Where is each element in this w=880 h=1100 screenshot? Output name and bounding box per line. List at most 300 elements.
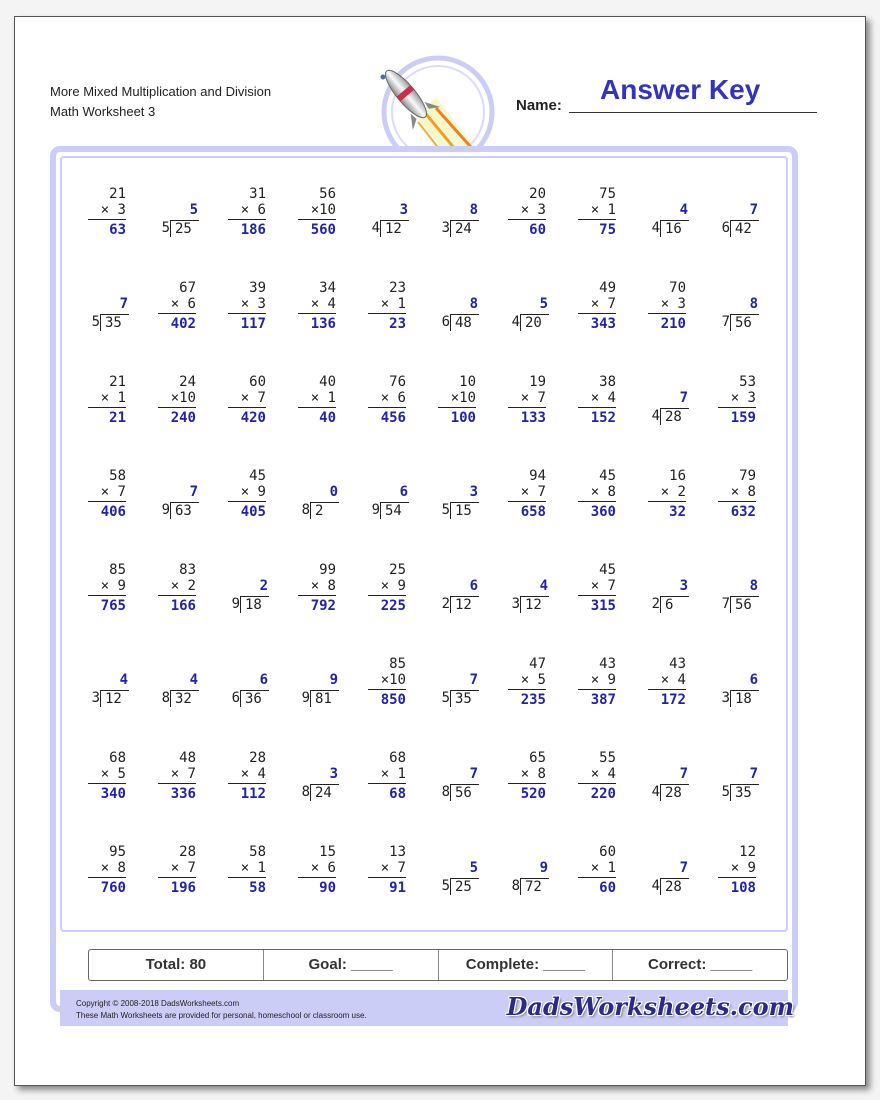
divisor: 3 [511,596,520,612]
multiplicand: 68 [109,750,126,766]
divisor: 7 [721,596,730,612]
dividend: 12 [100,690,129,707]
multiplier: × 7 [380,860,406,876]
multiplication-problem [560,368,630,462]
multiplicand: 79 [739,468,756,484]
multiplier: × 3 [240,296,266,312]
dividend: 12 [380,220,409,237]
multiplier: × 7 [170,860,196,876]
multiplication-problem [210,180,280,274]
multiplier: × 9 [590,672,616,688]
long-division [636,390,698,430]
divisor: 8 [161,690,170,706]
answer: 91 [389,880,406,896]
answer-line [228,501,266,502]
multiplication-stack [512,468,546,520]
multiplication-problem [140,556,210,650]
quotient-answer: 5 [539,296,548,312]
answer: 75 [599,222,616,238]
division-problem [700,274,770,368]
answer-line [508,501,546,502]
answer-line [718,877,756,878]
division-problem [700,650,770,744]
answer-line [158,313,196,314]
answer-line [508,219,546,220]
long-division [356,484,418,524]
multiplication-problem [350,838,420,932]
multiplicand: 58 [109,468,126,484]
long-division [216,578,278,618]
multiplicand: 45 [249,468,266,484]
multiplication-stack [162,844,196,896]
multiplicand: 70 [669,280,686,296]
multiplication-stack [372,844,406,896]
answer: 108 [730,880,756,896]
dividend: 12 [450,596,479,613]
answer-line [578,313,616,314]
answer-line [368,783,406,784]
multiplier: × 4 [310,296,336,312]
multiplicand: 68 [389,750,406,766]
multiplicand: 10 [459,374,476,390]
multiplication-stack [582,186,616,238]
division-problem [70,274,140,368]
multiplication-problem [350,744,420,838]
multiplication-stack [92,844,126,896]
dividend: 6 [660,596,689,613]
multiplication-problem [420,368,490,462]
long-division [286,672,348,712]
dividend: 15 [450,502,479,519]
long-division [146,202,208,242]
answer-line [88,877,126,878]
answer: 32 [669,504,686,520]
multiplier: × 8 [520,766,546,782]
multiplier: × 7 [100,484,126,500]
dividend: 56 [450,784,479,801]
multiplication-stack [582,280,616,332]
answer-line [578,595,616,596]
multiplier: × 1 [100,390,126,406]
dividend: 48 [450,314,479,331]
long-division [356,202,418,242]
answer: 456 [380,410,406,426]
quotient-answer: 4 [119,672,128,688]
long-division [636,766,698,806]
dividend: 25 [450,878,479,895]
answer-line [88,501,126,502]
multiplication-problem [490,650,560,744]
quotient-answer: 6 [259,672,268,688]
quotient-answer: 7 [679,766,688,782]
quotient-answer: 3 [329,766,338,782]
multiplication-stack [512,186,546,238]
multiplication-stack [652,468,686,520]
multiplication-stack [162,562,196,614]
division-problem [630,744,700,838]
answer-line [298,219,336,220]
division-problem [630,838,700,932]
multiplicand: 39 [249,280,266,296]
quotient-answer: 8 [469,296,478,312]
multiplication-stack [582,468,616,520]
dividend: 63 [170,502,199,519]
answer-line [368,689,406,690]
multiplicand: 13 [389,844,406,860]
multiplication-problem [350,650,420,744]
answer-line [648,689,686,690]
multiplier: ×10 [380,672,406,688]
multiplier: × 4 [590,766,616,782]
divisor: 9 [371,502,380,518]
multiplicand: 94 [529,468,546,484]
quotient-answer: 7 [679,860,688,876]
long-division [426,202,488,242]
dividend: 18 [240,596,269,613]
multiplication-stack [582,374,616,426]
answer: 58 [249,880,266,896]
answer-line [578,501,616,502]
quotient-answer: 9 [329,672,338,688]
multiplication-problem [280,838,350,932]
answer-line [158,877,196,878]
answer-line [508,407,546,408]
answer: 63 [109,222,126,238]
divisor: 5 [721,784,730,800]
multiplicand: 19 [529,374,546,390]
multiplier: × 6 [170,296,196,312]
correct-cell[interactable]: Correct: _____ [648,956,753,973]
answer-line [88,407,126,408]
long-division [216,672,278,712]
multiplier: × 5 [100,766,126,782]
quotient-answer: 4 [539,578,548,594]
multiplier: × 4 [240,766,266,782]
multiplicand: 48 [179,750,196,766]
divisor: 5 [91,314,100,330]
multiplicand: 49 [599,280,616,296]
dividend: 28 [660,784,689,801]
multiplication-problem [280,368,350,462]
answer: 60 [529,222,546,238]
quotient-answer: 2 [259,578,268,594]
problem-grid [70,180,770,932]
multiplier: × 3 [660,296,686,312]
answer: 166 [170,598,196,614]
multiplier: ×10 [450,390,476,406]
division-problem [700,180,770,274]
multiplier: ×10 [170,390,196,406]
dividend: 72 [520,878,549,895]
dividend: 20 [520,314,549,331]
division-problem [140,180,210,274]
division-problem [420,838,490,932]
division-problem [350,462,420,556]
divisor: 5 [441,690,450,706]
answer-line [368,877,406,878]
quotient-answer: 4 [189,672,198,688]
multiplication-problem [630,274,700,368]
multiplication-stack [162,280,196,332]
multiplier: × 3 [100,202,126,218]
multiplication-stack [582,844,616,896]
multiplier: × 1 [590,202,616,218]
multiplicand: 75 [599,186,616,202]
division-problem [350,180,420,274]
multiplier: × 7 [170,766,196,782]
answer-line [298,407,336,408]
dividend: 24 [310,784,339,801]
long-division [426,672,488,712]
quotient-answer: 7 [749,202,758,218]
answer-line [88,783,126,784]
answer-line [718,501,756,502]
quotient-answer: 3 [469,484,478,500]
multiplication-problem [280,180,350,274]
answer-line [648,313,686,314]
name-label: Name: [516,97,562,114]
answer-line [438,407,476,408]
long-division [706,296,768,336]
dividend: 25 [170,220,199,237]
multiplication-stack [302,844,336,896]
multiplicand: 24 [179,374,196,390]
answer: 196 [170,880,196,896]
multiplicand: 28 [179,844,196,860]
usage-notice: These Math Worksheets are provided for personal, homeschool or classroom use. [76,1011,367,1020]
divisor: 9 [301,690,310,706]
answer: 405 [240,504,266,520]
multiplier: × 7 [590,578,616,594]
answer: 560 [310,222,336,238]
multiplication-stack [512,656,546,708]
multiplier: × 3 [730,390,756,406]
answer: 360 [590,504,616,520]
division-problem [490,274,560,368]
multiplier: × 6 [380,390,406,406]
multiplication-stack [372,374,406,426]
multiplicand: 38 [599,374,616,390]
quotient-answer: 3 [679,578,688,594]
multiplier: × 7 [240,390,266,406]
answer: 159 [730,410,756,426]
quotient-answer: 4 [679,202,688,218]
answer-line [368,407,406,408]
answer-line [228,313,266,314]
answer: 133 [520,410,546,426]
answer-line [158,595,196,596]
multiplication-problem [70,838,140,932]
answer: 406 [100,504,126,520]
multiplier: × 1 [240,860,266,876]
dividend: 16 [660,220,689,237]
multiplication-stack [442,374,476,426]
answer-line [158,407,196,408]
quotient-answer: 6 [749,672,758,688]
answer: 68 [389,786,406,802]
answer: 23 [389,316,406,332]
dividend: 56 [730,596,759,613]
divisor: 4 [371,220,380,236]
answer-line [718,407,756,408]
dadsworksheets-logo[interactable]: DadsWorksheets.com [506,992,794,1021]
multiplication-problem [560,556,630,650]
multiplicand: 76 [389,374,406,390]
multiplication-stack [232,186,266,238]
dividend: 35 [450,690,479,707]
answer: 336 [170,786,196,802]
multiplication-stack [722,844,756,896]
dividend: 42 [730,220,759,237]
multiplication-stack [232,468,266,520]
multiplicand: 56 [319,186,336,202]
multiplication-problem [70,368,140,462]
goal-cell[interactable]: Goal: _____ [264,950,439,980]
multiplication-problem [490,744,560,838]
dividend: 32 [170,690,199,707]
answer-line [298,877,336,878]
multiplier: × 4 [590,390,616,406]
division-problem [420,556,490,650]
multiplicand: 20 [529,186,546,202]
multiplication-stack [372,562,406,614]
answer: 760 [100,880,126,896]
answer-key-label: Answer Key [600,74,761,105]
long-division [496,296,558,336]
multiplication-stack [232,750,266,802]
dividend: 35 [730,784,759,801]
answer-line [368,313,406,314]
divisor: 3 [441,220,450,236]
division-problem [280,462,350,556]
multiplication-problem [560,838,630,932]
multiplier: × 7 [520,390,546,406]
divisor: 8 [301,502,310,518]
divisor: 4 [651,784,660,800]
divisor: 6 [441,314,450,330]
division-problem [140,650,210,744]
multiplication-problem [560,462,630,556]
multiplication-problem [210,274,280,368]
multiplicand: 83 [179,562,196,578]
multiplier: × 7 [590,296,616,312]
multiplication-stack [372,656,406,708]
dividend: 2 [310,502,339,519]
answer-line [228,219,266,220]
dividend: 18 [730,690,759,707]
quotient-answer: 8 [469,202,478,218]
multiplicand: 85 [109,562,126,578]
multiplication-problem [560,180,630,274]
multiplication-problem [350,556,420,650]
answer: 21 [109,410,126,426]
multiplicand: 58 [249,844,266,860]
multiplier: × 9 [100,578,126,594]
answer: 152 [590,410,616,426]
multiplicand: 25 [389,562,406,578]
long-division [496,860,558,900]
multiplicand: 23 [389,280,406,296]
division-problem [490,556,560,650]
multiplication-problem [350,274,420,368]
multiplicand: 45 [599,562,616,578]
dividend: 28 [660,408,689,425]
multiplication-stack [512,374,546,426]
answer: 658 [520,504,546,520]
long-division [286,484,348,524]
long-division [76,672,138,712]
multiplier: × 6 [310,860,336,876]
multiplication-problem [350,368,420,462]
quotient-answer: 7 [469,766,478,782]
multiplication-problem [700,368,770,462]
title-line-2: Math Worksheet 3 [50,104,156,119]
multiplicand: 55 [599,750,616,766]
multiplication-problem [490,368,560,462]
multiplicand: 99 [319,562,336,578]
multiplication-stack [232,280,266,332]
multiplier: × 8 [730,484,756,500]
multiplication-stack [372,750,406,802]
multiplier: × 5 [520,672,546,688]
division-problem [490,838,560,932]
multiplicand: 31 [249,186,266,202]
quotient-answer: 7 [189,484,198,500]
dividend: 81 [310,690,339,707]
answer: 60 [599,880,616,896]
answer-line [508,689,546,690]
multiplication-problem [630,462,700,556]
total-cell: Total: 80 [89,950,264,980]
multiplier: × 4 [660,672,686,688]
long-division [426,766,488,806]
multiplicand: 60 [599,844,616,860]
division-problem [210,650,280,744]
complete-cell[interactable]: Complete: _____ [439,950,614,980]
multiplication-stack [92,186,126,238]
answer: 240 [170,410,196,426]
multiplicand: 43 [669,656,686,672]
long-division [496,578,558,618]
quotient-answer: 6 [399,484,408,500]
score-summary [88,949,788,981]
division-problem [140,462,210,556]
title-line-1: More Mixed Multiplication and Division [50,84,272,99]
answer: 402 [170,316,196,332]
multiplication-problem [560,274,630,368]
quotient-answer: 5 [469,860,478,876]
answer-line [228,877,266,878]
long-division [706,672,768,712]
quotient-answer: 6 [469,578,478,594]
multiplication-stack [512,750,546,802]
answer-line [158,783,196,784]
name-field[interactable] [569,108,817,113]
multiplier: × 9 [730,860,756,876]
answer: 387 [590,692,616,708]
answer-line [368,595,406,596]
multiplication-problem [140,274,210,368]
division-problem [420,274,490,368]
answer-line [228,407,266,408]
multiplicand: 53 [739,374,756,390]
answer: 90 [319,880,336,896]
answer: 186 [240,222,266,238]
answer-line [88,595,126,596]
multiplication-stack [92,750,126,802]
division-problem [420,650,490,744]
multiplicand: 40 [319,374,336,390]
